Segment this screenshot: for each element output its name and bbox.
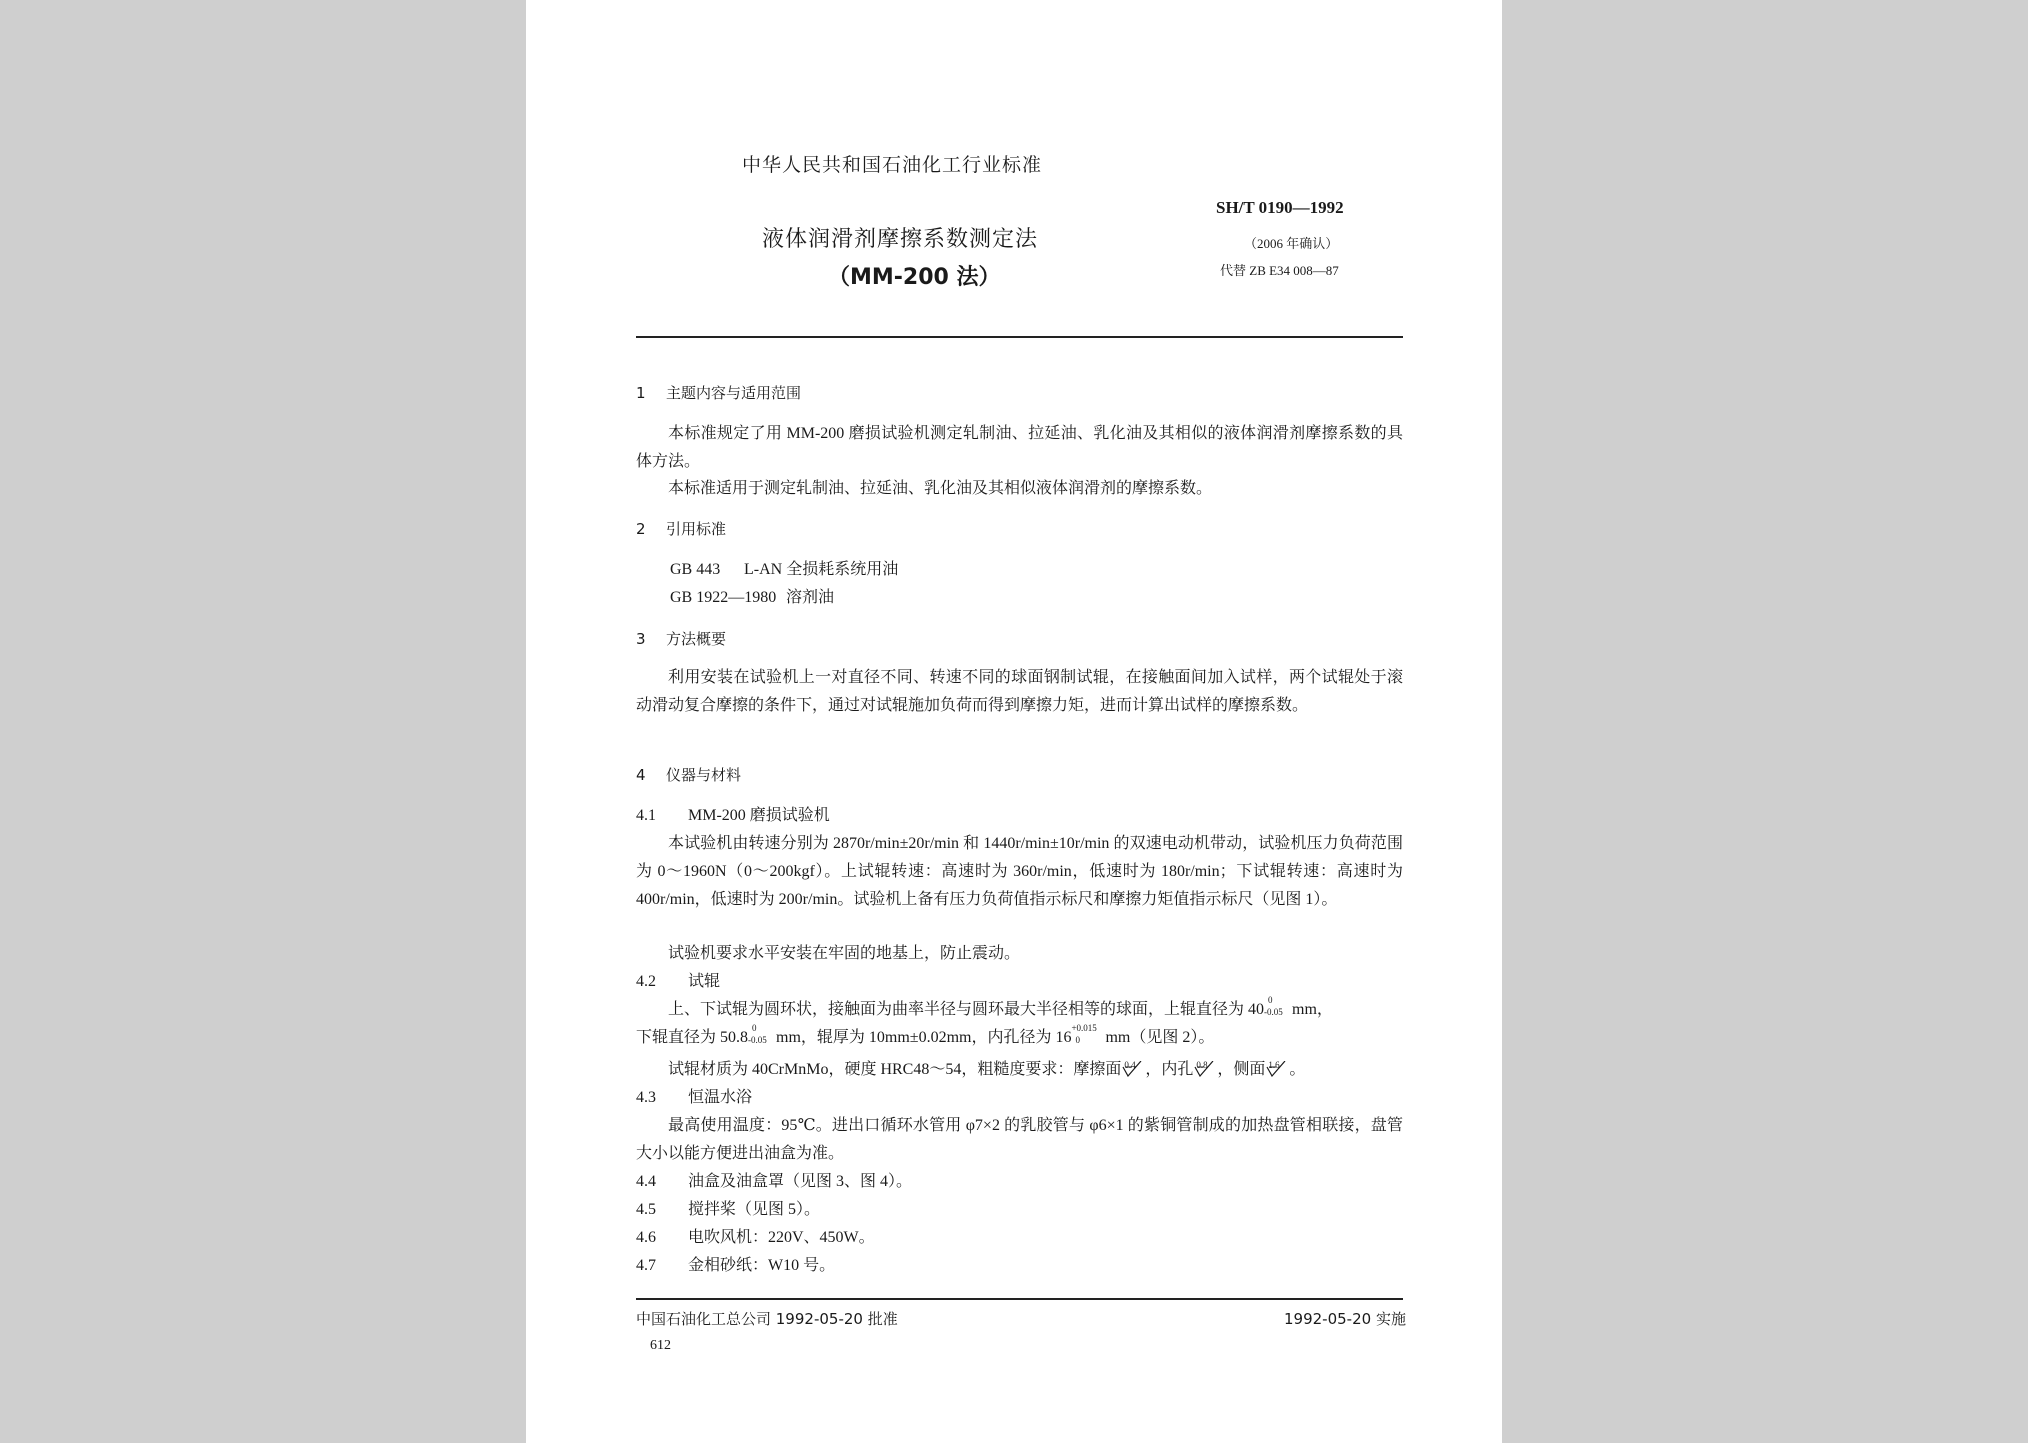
- standard-code: SH/T 0190—1992: [1216, 198, 1344, 217]
- section-3-number: 3: [636, 630, 646, 648]
- section-3-title: 方法概要: [666, 630, 727, 648]
- reference-2-name: 溶剂油: [786, 589, 835, 606]
- subsection-4-6: [636, 1224, 875, 1252]
- subsection-4-1-number: 4.1: [636, 807, 656, 824]
- roughness-end: 。: [1289, 1061, 1306, 1078]
- reference-2-code: GB 1922—1980: [670, 589, 777, 606]
- section-4-heading: [636, 764, 741, 785]
- bore-tolerance: [1071, 1023, 1105, 1045]
- replaces-note: 代替 ZB E34 008—87: [1220, 263, 1339, 278]
- subsection-4-3-heading: [636, 1084, 752, 1112]
- standard-org: 中华人民共和国石油化工行业标准: [742, 154, 1043, 176]
- subsection-4-7-number: 4.7: [636, 1257, 656, 1274]
- upper-tolerance: [1264, 995, 1292, 1017]
- footer-divider: [636, 1298, 1403, 1300]
- section-3-heading: [636, 628, 726, 649]
- subsection-4-2-paragraph-1-line-1: [668, 996, 1333, 1024]
- roughness-friction-value: 0.4: [1124, 1060, 1136, 1070]
- subsection-4-7: [636, 1252, 835, 1280]
- subsection-4-1-heading: [636, 802, 830, 830]
- lower-tolerance-sub: -0.05: [748, 1035, 767, 1045]
- bore-tolerance-sup: +0.015: [1071, 1023, 1097, 1033]
- subsection-4-7-text: 金相砂纸：W10 号。: [688, 1257, 836, 1274]
- subsection-4-2-heading: [636, 968, 720, 996]
- lower-tolerance: [748, 1023, 776, 1045]
- lower-tolerance-sup: 0: [752, 1023, 757, 1033]
- subsection-4-1-paragraph-1: 本试验机由转速分别为 2870r/min±20r/min 和 1440r/min±10r/min 的双速电动机带动，试验机压力负荷范围为 0～1960N（0～200kgf）。上试辊转速：高速时为 360r/min，低速时为 180r/min；下试辊转速：高速时为 400r/min，低速时为 200r/min。试验机上备有压力负荷值指示标尺和摩擦力矩值指示标尺（见图 1）。: [636, 835, 1403, 908]
- subsection-4-3-title: 恒温水浴: [688, 1089, 753, 1106]
- bore-tolerance-sub: 0: [1075, 1035, 1080, 1045]
- section-2-title: 引用标准: [666, 520, 727, 538]
- subsection-4-5: [636, 1196, 820, 1224]
- reference-1-name: L-AN 全损耗系统用油: [744, 561, 899, 578]
- doc-title: 液体润滑剂摩擦系数测定法: [762, 227, 1039, 252]
- page-number: 612: [650, 1338, 671, 1353]
- upper-tolerance-sup: 0: [1268, 995, 1273, 1005]
- approval-note: 中国石油化工总公司 1992-05-20 批准: [636, 1310, 898, 1328]
- section-1-paragraph-1: 本标准规定了用 MM-200 磨损试验机测定轧制油、拉延油、乳化油及其相似的液体润滑剂摩擦系数的具体方法。: [636, 425, 1403, 470]
- roller-diameter-upper-unit: mm，: [1292, 1001, 1333, 1018]
- section-4-title: 仪器与材料: [666, 766, 742, 784]
- roughness-side-value: 1.6: [1268, 1060, 1280, 1070]
- subsection-4-3-paragraph: 最高使用温度：95℃。进出口循环水管用 φ7×2 的乳胶管与 φ6×1 的紫铜管制成的加热盘管相联接，盘管大小以能方便进出油盒为准。: [636, 1117, 1403, 1162]
- subsection-4-6-number: 4.6: [636, 1229, 656, 1246]
- subsection-4-4-number: 4.4: [636, 1173, 656, 1190]
- subsection-4-6-text: 电吹风机：220V、450W。: [688, 1229, 875, 1246]
- reference-item-1: [670, 556, 898, 584]
- subsection-4-2-number: 4.2: [636, 973, 656, 990]
- subsection-4-4-text: 油盒及油盒罩（见图 3、图 4）。: [688, 1173, 913, 1190]
- subsection-4-2-title: 试辊: [688, 973, 721, 990]
- bore-unit-text: mm（见图 2）。: [1105, 1029, 1215, 1046]
- roughness-side-label: ，侧面: [1217, 1061, 1266, 1078]
- roller-diameter-lower-text: 下辊直径为 50.8: [636, 1029, 749, 1046]
- roller-thickness-text: mm，辊厚为 10mm±0.02mm，内孔径为 16: [776, 1029, 1072, 1046]
- section-4-number: 4: [636, 766, 646, 784]
- roller-diameter-upper-text: 上、下试辊为圆环状，接触面为曲率半径与圆环最大半径相等的球面，上辊直径为 40: [668, 1001, 1265, 1018]
- confirmed-note: （2006 年确认）: [1244, 236, 1339, 251]
- subsection-4-4: [636, 1168, 912, 1196]
- subsection-4-2-paragraph-2: [668, 1056, 1305, 1084]
- subsection-4-3-number: 4.3: [636, 1089, 656, 1106]
- subsection-4-2-paragraph-1-line-2: [636, 1024, 1214, 1052]
- doc-subtitle: （MM-200 法）: [828, 265, 1001, 290]
- section-1-number: 1: [636, 384, 646, 402]
- roughness-symbol-bore-icon: [1193, 1059, 1217, 1075]
- section-1-heading: [636, 382, 801, 403]
- reference-item-2: [670, 584, 834, 612]
- roughness-bore-value: 0.8: [1196, 1060, 1208, 1070]
- subsection-4-5-text: 搅拌桨（见图 5）。: [688, 1201, 821, 1218]
- roughness-bore-label: ，内孔: [1145, 1061, 1194, 1078]
- document-page: [526, 0, 1502, 1443]
- section-3-paragraph: 利用安装在试验机上一对直径不同、转速不同的球面钢制试辊，在接触面间加入试样，两个试辊处于滚动滑动复合摩擦的条件下，通过对试辊施加负荷而得到摩擦力矩，进而计算出试样的摩擦系数。: [636, 669, 1403, 714]
- upper-tolerance-sub: -0.05: [1264, 1007, 1283, 1017]
- roller-material-text: 试辊材质为 40CrMnMo，硬度 HRC48～54，粗糙度要求：摩擦面: [668, 1061, 1122, 1078]
- section-2-heading: [636, 518, 726, 539]
- subsection-4-1-title: MM-200 磨损试验机: [688, 807, 830, 824]
- subsection-4-1-paragraph-2: 试验机要求水平安装在牢固的地基上，防止震动。: [668, 945, 1021, 962]
- section-2-number: 2: [636, 520, 646, 538]
- roughness-symbol-side-icon: [1265, 1059, 1289, 1075]
- section-1-title: 主题内容与适用范围: [666, 384, 802, 402]
- subsection-4-5-number: 4.5: [636, 1201, 656, 1218]
- reference-1-code: GB 443: [670, 561, 721, 578]
- header-divider: [636, 336, 1403, 338]
- section-1-paragraph-2: 本标准适用于测定轧制油、拉延油、乳化油及其相似液体润滑剂的摩擦系数。: [668, 480, 1213, 497]
- roughness-symbol-friction-icon: [1121, 1059, 1145, 1075]
- effective-date: 1992-05-20 实施: [1284, 1310, 1406, 1328]
